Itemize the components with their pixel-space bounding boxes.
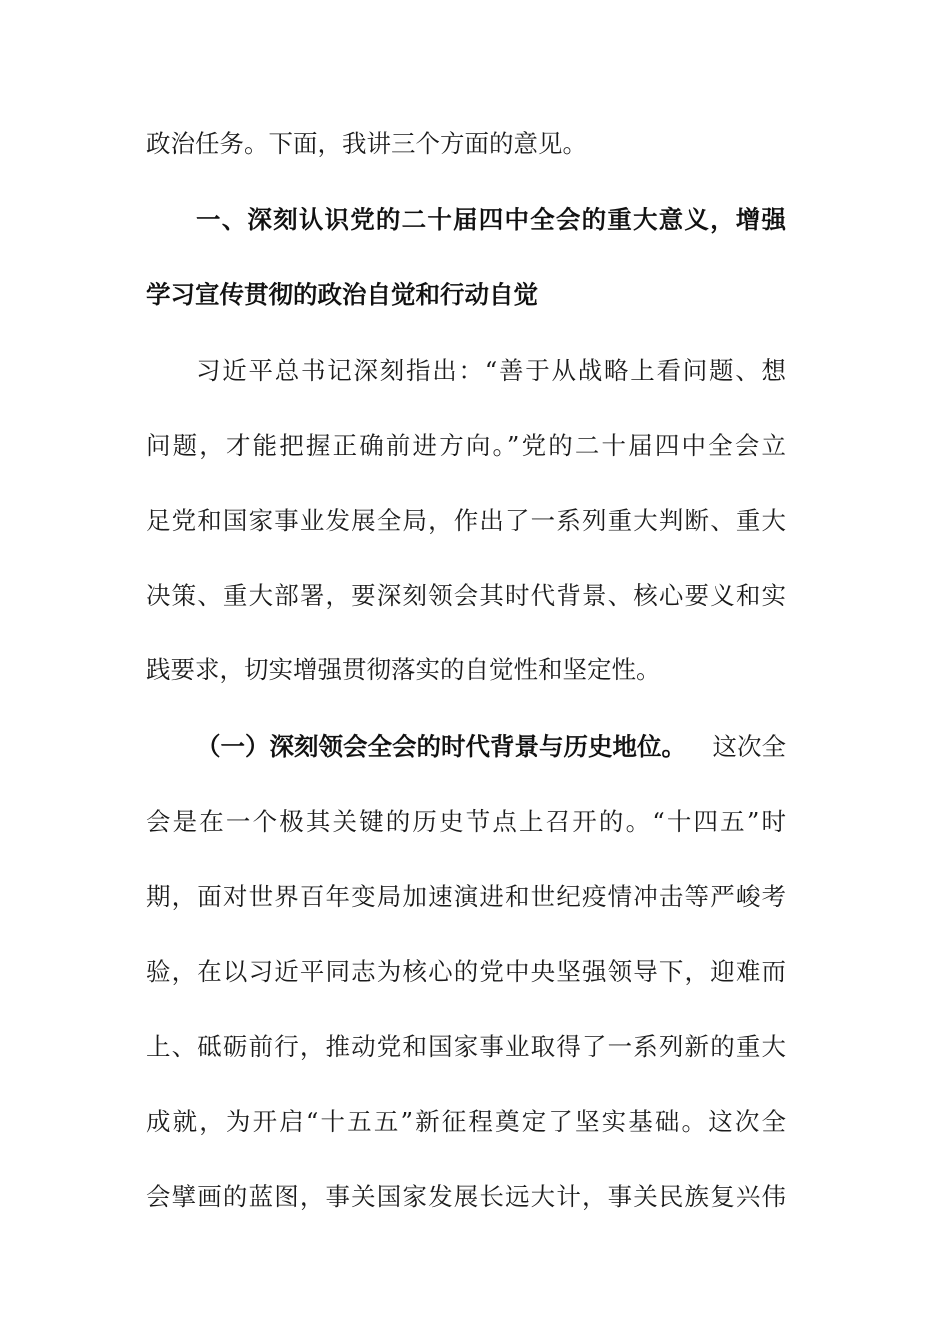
paragraph-line: 足党和国家事业发展全局，作出了一系列重大判断、重大 (146, 506, 786, 535)
section-heading-line-2: 学习宣传贯彻的政治自觉和行动自觉 (146, 280, 538, 309)
paragraph-line: 会是在一个极其关键的历史节点上召开的。“十四五”时 (146, 807, 786, 836)
paragraph-line: 决策、重大部署，要深刻领会其时代背景、核心要义和实 (146, 581, 786, 610)
paragraph-line: 践要求，切实增强贯彻落实的自觉性和坚定性。 (146, 655, 661, 684)
section-heading-line-1: 一、深刻认识党的二十届四中全会的重大意义，增强 (196, 205, 786, 234)
subsection-line (196, 727, 786, 767)
paragraph-line: 问题，才能把握正确前进方向。”党的二十届四中全会立 (146, 431, 786, 460)
paragraph-line: 成就，为开启“十五五”新征程奠定了坚实基础。这次全 (146, 1107, 786, 1136)
paragraph-line: 上、砥砺前行，推动党和国家事业取得了一系列新的重大 (146, 1032, 786, 1061)
paragraph-line: 验，在以习近平同志为核心的党中央坚强领导下，迎难而 (146, 957, 786, 986)
subsection-text-start: 这次全 (712, 732, 786, 761)
paragraph-line: 习近平总书记深刻指出：“善于从战略上看问题、想 (196, 356, 786, 385)
paragraph-line: 政治任务。下面，我讲三个方面的意见。 (146, 129, 587, 158)
subsection-heading: （一）深刻领会全会的时代背景与历史地位。 (196, 732, 686, 761)
paragraph-line: 期，面对世界百年变局加速演进和世纪疫情冲击等严峻考 (146, 882, 786, 911)
paragraph-line: 会擘画的蓝图，事关国家发展长远大计，事关民族复兴伟 (146, 1182, 786, 1211)
